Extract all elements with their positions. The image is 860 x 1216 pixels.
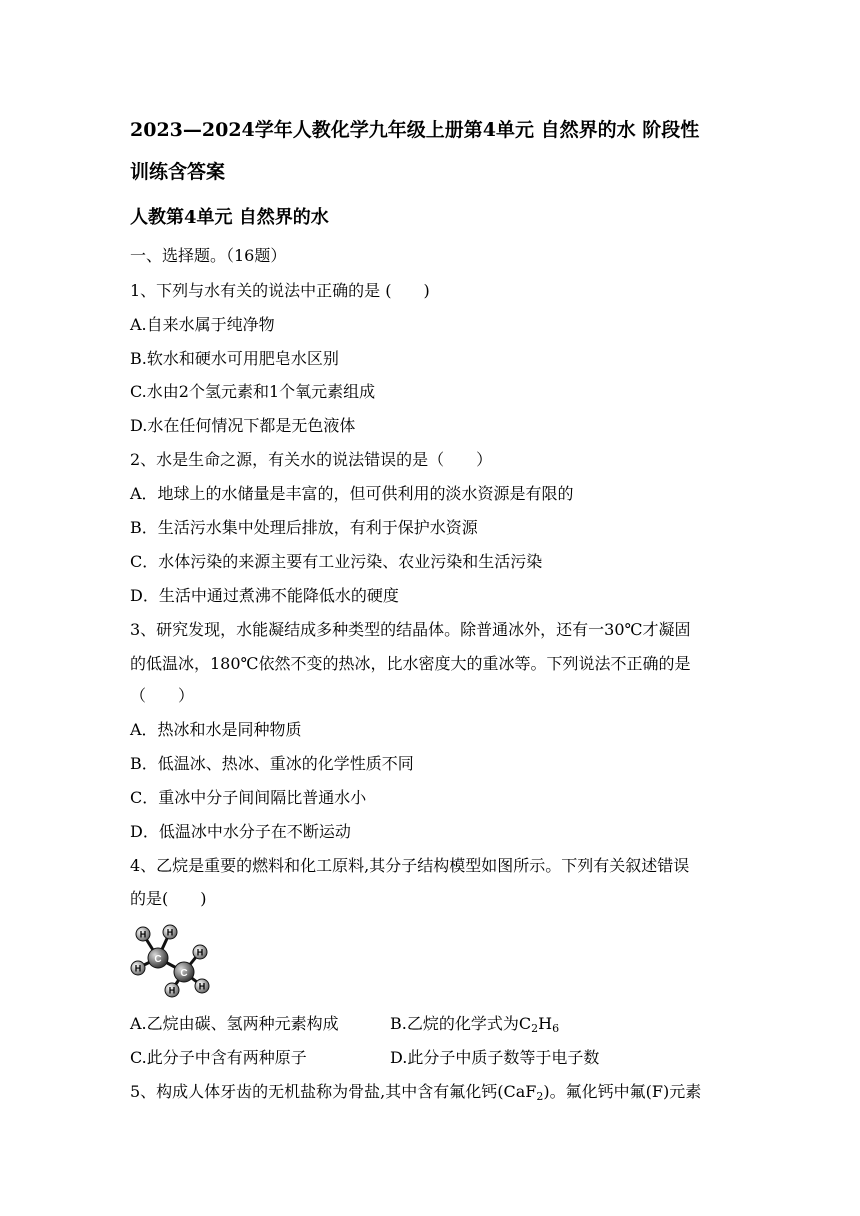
- hydrogen-atom: [165, 983, 179, 997]
- q4-option-d: D.此分子中质子数等于电子数: [390, 1048, 600, 1067]
- ethane-molecule-figure: [126, 920, 216, 1000]
- q1-option-a: A.自来水属于纯净物: [130, 315, 275, 334]
- q2-option-b: B．生活污水集中处理后排放，有利于保护水资源: [130, 518, 478, 537]
- q2-stem: 2、水是生命之源，有关水的说法错误的是（ ）: [130, 450, 493, 469]
- q5-stem: 5、构成人体牙齿的无机盐称为骨盐,其中含有氟化钙(CaF$_2$)。氟化钙中氟(F)元素: [130, 1082, 702, 1103]
- svg-text:C: C: [154, 954, 162, 965]
- q3-option-d: D．低温冰中水分子在不断运动: [130, 822, 351, 841]
- doc-title-line2: 训练含答案: [130, 161, 226, 183]
- q2-option-d: D．生活中通过煮沸不能降低水的硬度: [130, 586, 399, 605]
- q4-option-c: C.此分子中含有两种原子: [130, 1048, 307, 1067]
- q3-option-c: C．重冰中分子间间隔比普通水小: [130, 788, 367, 807]
- svg-text:H: H: [198, 981, 206, 992]
- svg-text:H: H: [168, 985, 176, 996]
- svg-text:H: H: [134, 963, 142, 974]
- q3-option-b: B．低温冰、热冰、重冰的化学性质不同: [130, 754, 414, 773]
- q4-stem-line1: 4、乙烷是重要的燃料和化工原料,其分子结构模型如图所示。下列有关叙述错误: [130, 856, 690, 875]
- carbon-atom: [148, 948, 168, 968]
- hydrogen-atom: [195, 979, 209, 993]
- carbon-atom: [174, 962, 194, 982]
- section-heading: 一、选择题。（16题）: [130, 246, 287, 265]
- q2-option-c: C．水体污染的来源主要有工业污染、农业污染和生活污染: [130, 552, 543, 571]
- hydrogen-atom: [193, 945, 207, 959]
- svg-text:H: H: [139, 929, 147, 940]
- unit-title: 人教第4单元 自然界的水: [130, 207, 329, 228]
- q3-stem-line3: （ ）: [130, 686, 195, 705]
- hydrogen-atom: [163, 925, 177, 939]
- q1-option-c: C.水由2个氢元素和1个氧元素组成: [130, 382, 376, 401]
- svg-text:C: C: [180, 968, 188, 979]
- q4-options-row1: [130, 1014, 740, 1034]
- q4-option-a: A.乙烷由碳、氢两种元素构成: [130, 1014, 339, 1033]
- q4-option-b: B.乙烷的化学式为$C_2H_6$: [390, 1014, 560, 1035]
- q2-option-a: A．地球上的水储量是丰富的，但可供利用的淡水资源是有限的: [130, 484, 574, 503]
- doc-title-line1: 2023—2024学年人教化学九年级上册第4单元 自然界的水 阶段性: [130, 119, 700, 141]
- hydrogen-atom: [131, 961, 145, 975]
- q3-stem-line2: 的低温冰，180℃依然不变的热冰，比水密度大的重冰等。下列说法不正确的是: [130, 654, 691, 673]
- svg-text:H: H: [166, 927, 174, 938]
- q4-options-row2: [130, 1048, 740, 1068]
- q1-stem: 1、下列与水有关的说法中正确的是 ( ): [130, 281, 430, 300]
- q1-option-d: D.水在任何情况下都是无色液体: [130, 416, 356, 435]
- q4-stem-line2: 的是( ): [130, 889, 207, 908]
- q1-option-b: B.软水和硬水可用肥皂水区别: [130, 349, 339, 368]
- q3-stem-line1: 3、研究发现，水能凝结成多种类型的结晶体。除普通冰外，还有一30℃才凝固: [130, 620, 691, 639]
- svg-text:H: H: [196, 947, 204, 958]
- q3-option-a: A．热冰和水是同种物质: [130, 720, 302, 739]
- hydrogen-atom: [136, 927, 150, 941]
